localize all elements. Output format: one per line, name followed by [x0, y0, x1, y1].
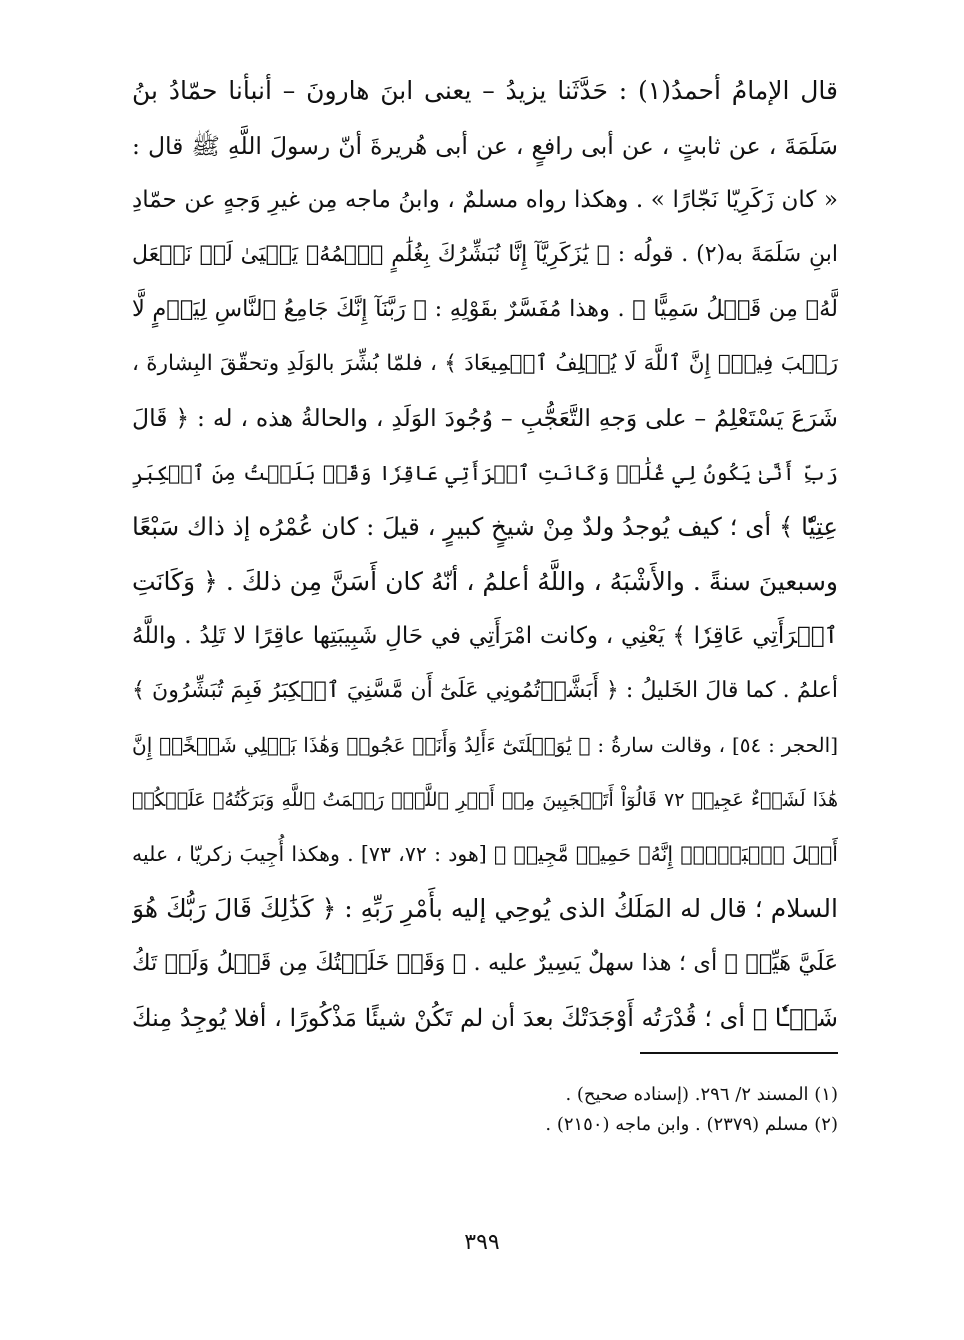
text-line: وسبعينَ سنةً . والأَشْبَهُ ، واللَّهُ أعلمُ ، أنّهُ كان أَسَنَّ مِن ذلكَ . ﴿ وَكَانَتِ: [132, 566, 838, 596]
text-line: قال الإمامُ أحمدُ(١) : حَدَّثَنا يزيدُ – يعنى ابنَ هارونَ – أنبأنا حمّادُ بنُ: [132, 76, 838, 105]
text-line: رَيۡبَ فِيهِۚ إِنَّ ٱللَّهَ لَا يُخۡلِفُ ٱلۡمِيعَادَ ﴾ ، فلمّا بُشِّرَ بالوَلَدِ وتحقّقَ البِشارةَ ،: [132, 350, 838, 376]
text-line: هَٰذَا لَشَيۡءٌ عَجِيبٞ ٧٢ قَالُوٓاْ أَتَعۡجَبِينَ مِنۡ أَمۡرِ ٱللَّهِۖ رَحۡمَتُ ٱللَّهِ وَبَرَكَٰتُهُۥ عَلَيۡكُمۡ: [132, 788, 838, 811]
text-line: ٱمۡرَأَتِي عَاقِرٗا ﴾ يَعْنِي ، وكانت امْرَأَتِي في حَالِ شَبِيبَتِها عاقِرًا لا تَلِدُ . واللَّهُ: [132, 623, 838, 649]
footnote-divider: [640, 1052, 838, 1054]
footnote-2: (٢) مسلم (٢٣٧٩) . وابن ماجه (٢١٥٠) .: [545, 1114, 838, 1135]
text-line: أعلمُ . كما قالَ الخَليلُ : ﴿ أَبَشَّرۡتُمُونِي عَلَىٰٓ أَن مَّسَّنِيَ ٱلۡكِبَرُ فَبِمَ تُبَشِّرُونَ ﴾: [132, 677, 838, 703]
text-line: « كان زَكَرِيّا نَجّارًا » . وهكذا رواه مسلمٌ ، وابنُ ماجه مِن غيرِ وَجهٍ عن حمّادِ: [132, 187, 838, 213]
text-line: [الحجر : ٥٤] ، وقالت سارةُ : ﴿ يَٰوَيۡلَتَىٰٓ ءَأَلِدُ وَأَنَا۠ عَجُوزٞ وَهَٰذَا بَعۡلِي شَيۡخًاۖ إِنَّ: [132, 733, 838, 757]
text-line: رَبِّ أَنَّىٰ يَكُونُ لِي غُلَٰمٞ وَكَانَتِ ٱمۡرَأَتِي عَاقِرٗا وَقَدۡ بَلَغۡتُ مِنَ ٱلۡكِبَرِ: [132, 460, 838, 485]
text-line: لَّهُۥ مِن قَبۡلُ سَمِيًّا ﴾ . وهذا مُفَسَّرٌ بقَوْلِهِ : ﴿ رَبَّنَآ إِنَّكَ جَامِعُ ٱلنَّاسِ لِيَوۡمٍ لَّا: [132, 296, 838, 322]
footnotes: [400, 1080, 838, 1140]
footnote-1: (١) المسند ٢/ ٢٩٦. (إسناده صحيح) .: [565, 1084, 838, 1105]
text-line: السلام ؛ قال له المَلَكُ الذى يُوحِي إليه بأَمْرِ رَبِّهِ : ﴿ كَذَٰلِكَ قَالَ رَبُّكَ هُوَ: [132, 893, 838, 923]
text-line: ابنِ سَلَمَةَ به(٢) . قولُه : ﴿ يَٰزَكَرِيَّآ إِنَّا نُبَشِّرُكَ بِغُلَٰمٍ ٱسۡمُهُۥ يَحۡيَىٰ لَمۡ نَجۡعَل: [132, 241, 838, 267]
text-line: أَهۡلَ ٱلۡبَيۡتِۚ إِنَّهُۥ حَمِيدٞ مَّجِيدٞ ﴾ [هود : ٧٢، ٧٣] . وهكذا أُجِيبَ زكريّا ، عليه: [132, 842, 838, 866]
text-line: سَلَمَةَ ، عن ثابتٍ ، عن أبى رافعٍ ، عن أبى هُريرةَ أنّ رسولَ اللَّهِ ﷺ قال :: [132, 131, 838, 160]
main-text: [132, 64, 838, 1045]
text-line: عِتِيّٗا ﴾ أى ؛ كيف يُوجدُ ولدٌ مِنْ شيخٍ كبيرٍ ، قيلَ : كان عُمْرُه إذ ذاك سَبْعًا: [132, 512, 838, 541]
page-number: ٣٩٩: [464, 1230, 500, 1255]
text-line: شَرَعَ يَسْتَعْلِمُ – على وَجهِ التَّعَجُّبِ – وُجُودَ الوَلَدِ ، والحالةُ هذه ، له : ﴿ قَالَ: [132, 404, 838, 432]
text-line: شَيۡـٔٗا ﴾ أى ؛ قُدْرَتُه أَوْجَدَتْكَ بعدَ أن لم تَكُنْ شيئًا مَذْكُورًا ، أفلا يُوجِدُ مِنكَ: [132, 1003, 838, 1032]
text-line: عَلَيَّ هَيِّنٞ ﴾ أى ؛ هذا سهلٌ يَسِيرٌ عليه . ﴿ وَقَدۡ خَلَقۡتُكَ مِن قَبۡلُ وَلَمۡ تَكُ: [132, 950, 838, 976]
